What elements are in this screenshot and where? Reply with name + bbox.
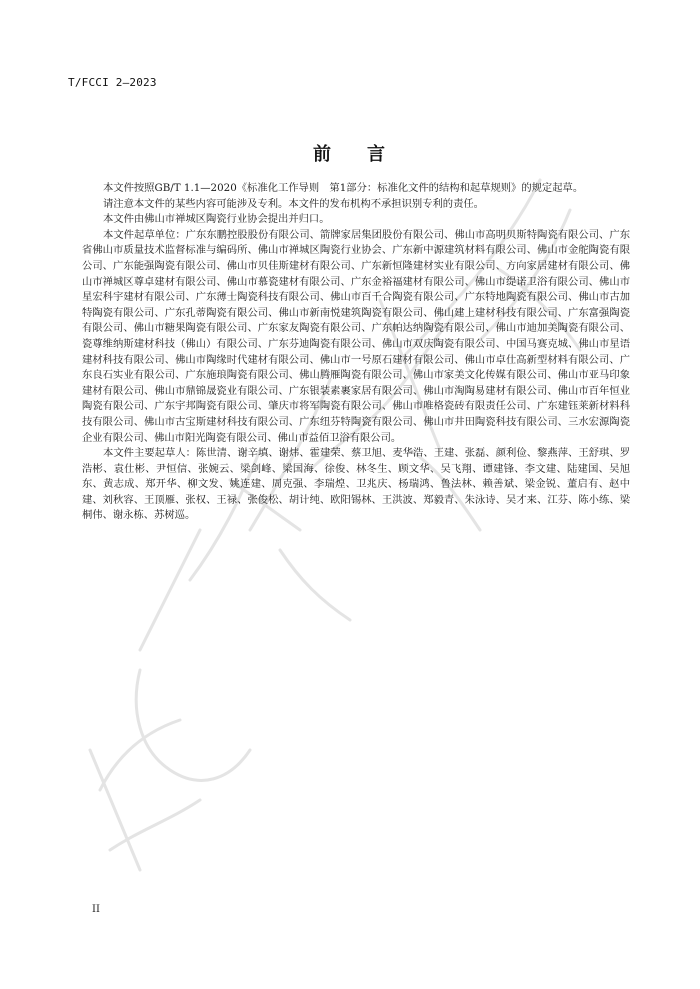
foreword-body bbox=[82, 181, 630, 524]
title-char-2: 言 bbox=[367, 144, 387, 165]
page-title bbox=[0, 140, 700, 166]
title-char-1: 前 bbox=[313, 144, 333, 165]
paragraph-drafting-rule: 本文件按照GB/T 1.1—2020《标准化工作导则 第1部分：标准化文件的结构和起草规则》的规定起草。 bbox=[103, 182, 584, 194]
page-number: II bbox=[92, 904, 100, 915]
paragraph-proposer: 本文件由佛山市禅城区陶瓷行业协会提出并归口。 bbox=[103, 213, 330, 226]
document-code: T/FCCI 2—2023 bbox=[68, 76, 157, 89]
paragraph-drafters: 本文件主要起草人：陈世清、谢辛填、谢炜、霍建荣、蔡卫旭、麦华浩、王建、张磊、颜利俭、黎燕萍、王舒琪、罗浩彬、袁仕彬、尹恒信、张婉云、梁剑峰、梁国海、徐俊、林冬生、顾文华、吴飞翔、谭建锋、李文建、陆建国、吴旭东、黄志成、郑开华、柳文发、姚连建、周克强、李瑞煌、卫兆庆、杨瑞鸿、鲁法林、赖善斌、梁金锐、董启有、赵中建、刘秋容、王顶雁、张权、王禄、张俊松、胡计纯、欧阳锡林、王洪波、郑毅青、朱泳诗、吴才来、江芬、陈小练、梁桐伟、谢永栋、苏树巡。 bbox=[82, 447, 630, 522]
paragraph-drafting-units: 本文件起草单位：广东东鹏控股股份有限公司、箭牌家居集团股份有限公司、佛山市高明贝斯特陶瓷有限公司、广东省佛山市质量技术监督标准与编码所、佛山市禅城区陶瓷行业协会、广东新中源建筑材料有限公司、佛山市金舵陶瓷有限公司、广东能强陶瓷有限公司、佛山市贝佳斯建材有限公司、广东新恒隆建材实业有限公司、方向家居建材有限公司、佛山市禅城区尊卓建材有限公司、佛山市慕瓷建材有限公司、广东金裕福建材有限公司、佛山市缇诺卫浴有限公司、佛山市星宏科宇建材有限公司、广东薄士陶瓷科技有限公司、佛山市百千合陶瓷有限公司、广东特地陶瓷有限公司、佛山市古加特陶瓷有限公司、广东孔蒂陶瓷有限公司、佛山市新南悦建筑陶瓷有限公司、佛山建上建材科技有限公司、广东富强陶瓷有限公司、佛山市糖果陶瓷有限公司、广东家友陶瓷有限公司、广东帕达纳陶瓷有限公司、佛山市迪加美陶瓷有限公司、瓷尊维纳斯建材科技（佛山）有限公司、广东芬迪陶瓷有限公司、佛山市双庆陶瓷有限公司、中国马赛克城、佛山市星语建材科技有限公司、佛山市陶缘时代建材有限公司、佛山市一号原石建材有限公司、佛山市卓仕高新型材料有限公司、广东良石实业有限公司、广东施琅陶瓷有限公司、佛山腾雁陶瓷有限公司、佛山市家美文化传媒有限公司、佛山市亚马印象建材有限公司、佛山市鼎锦晟瓷业有限公司、广东银装素裹家居有限公司、佛山市淘陶易建材有限公司、佛山市百年恒业陶瓷有限公司、广东宇邦陶瓷有限公司、肇庆市将军陶瓷有限公司、佛山市唯格瓷砖有限责任公司、广东建钰莱新材料科技有限公司、佛山市古宝斯建材科技有限公司、广东纽芬特陶瓷有限公司、佛山市井田陶瓷科技有限公司、三水宏源陶瓷企业有限公司、佛山市阳光陶瓷有限公司、佛山市益佰卫浴有限公司。 bbox=[82, 228, 630, 444]
paragraph-patent-notice: 请注意本文件的某些内容可能涉及专利。本文件的发布机构不承担识别专利的责任。 bbox=[103, 197, 484, 210]
